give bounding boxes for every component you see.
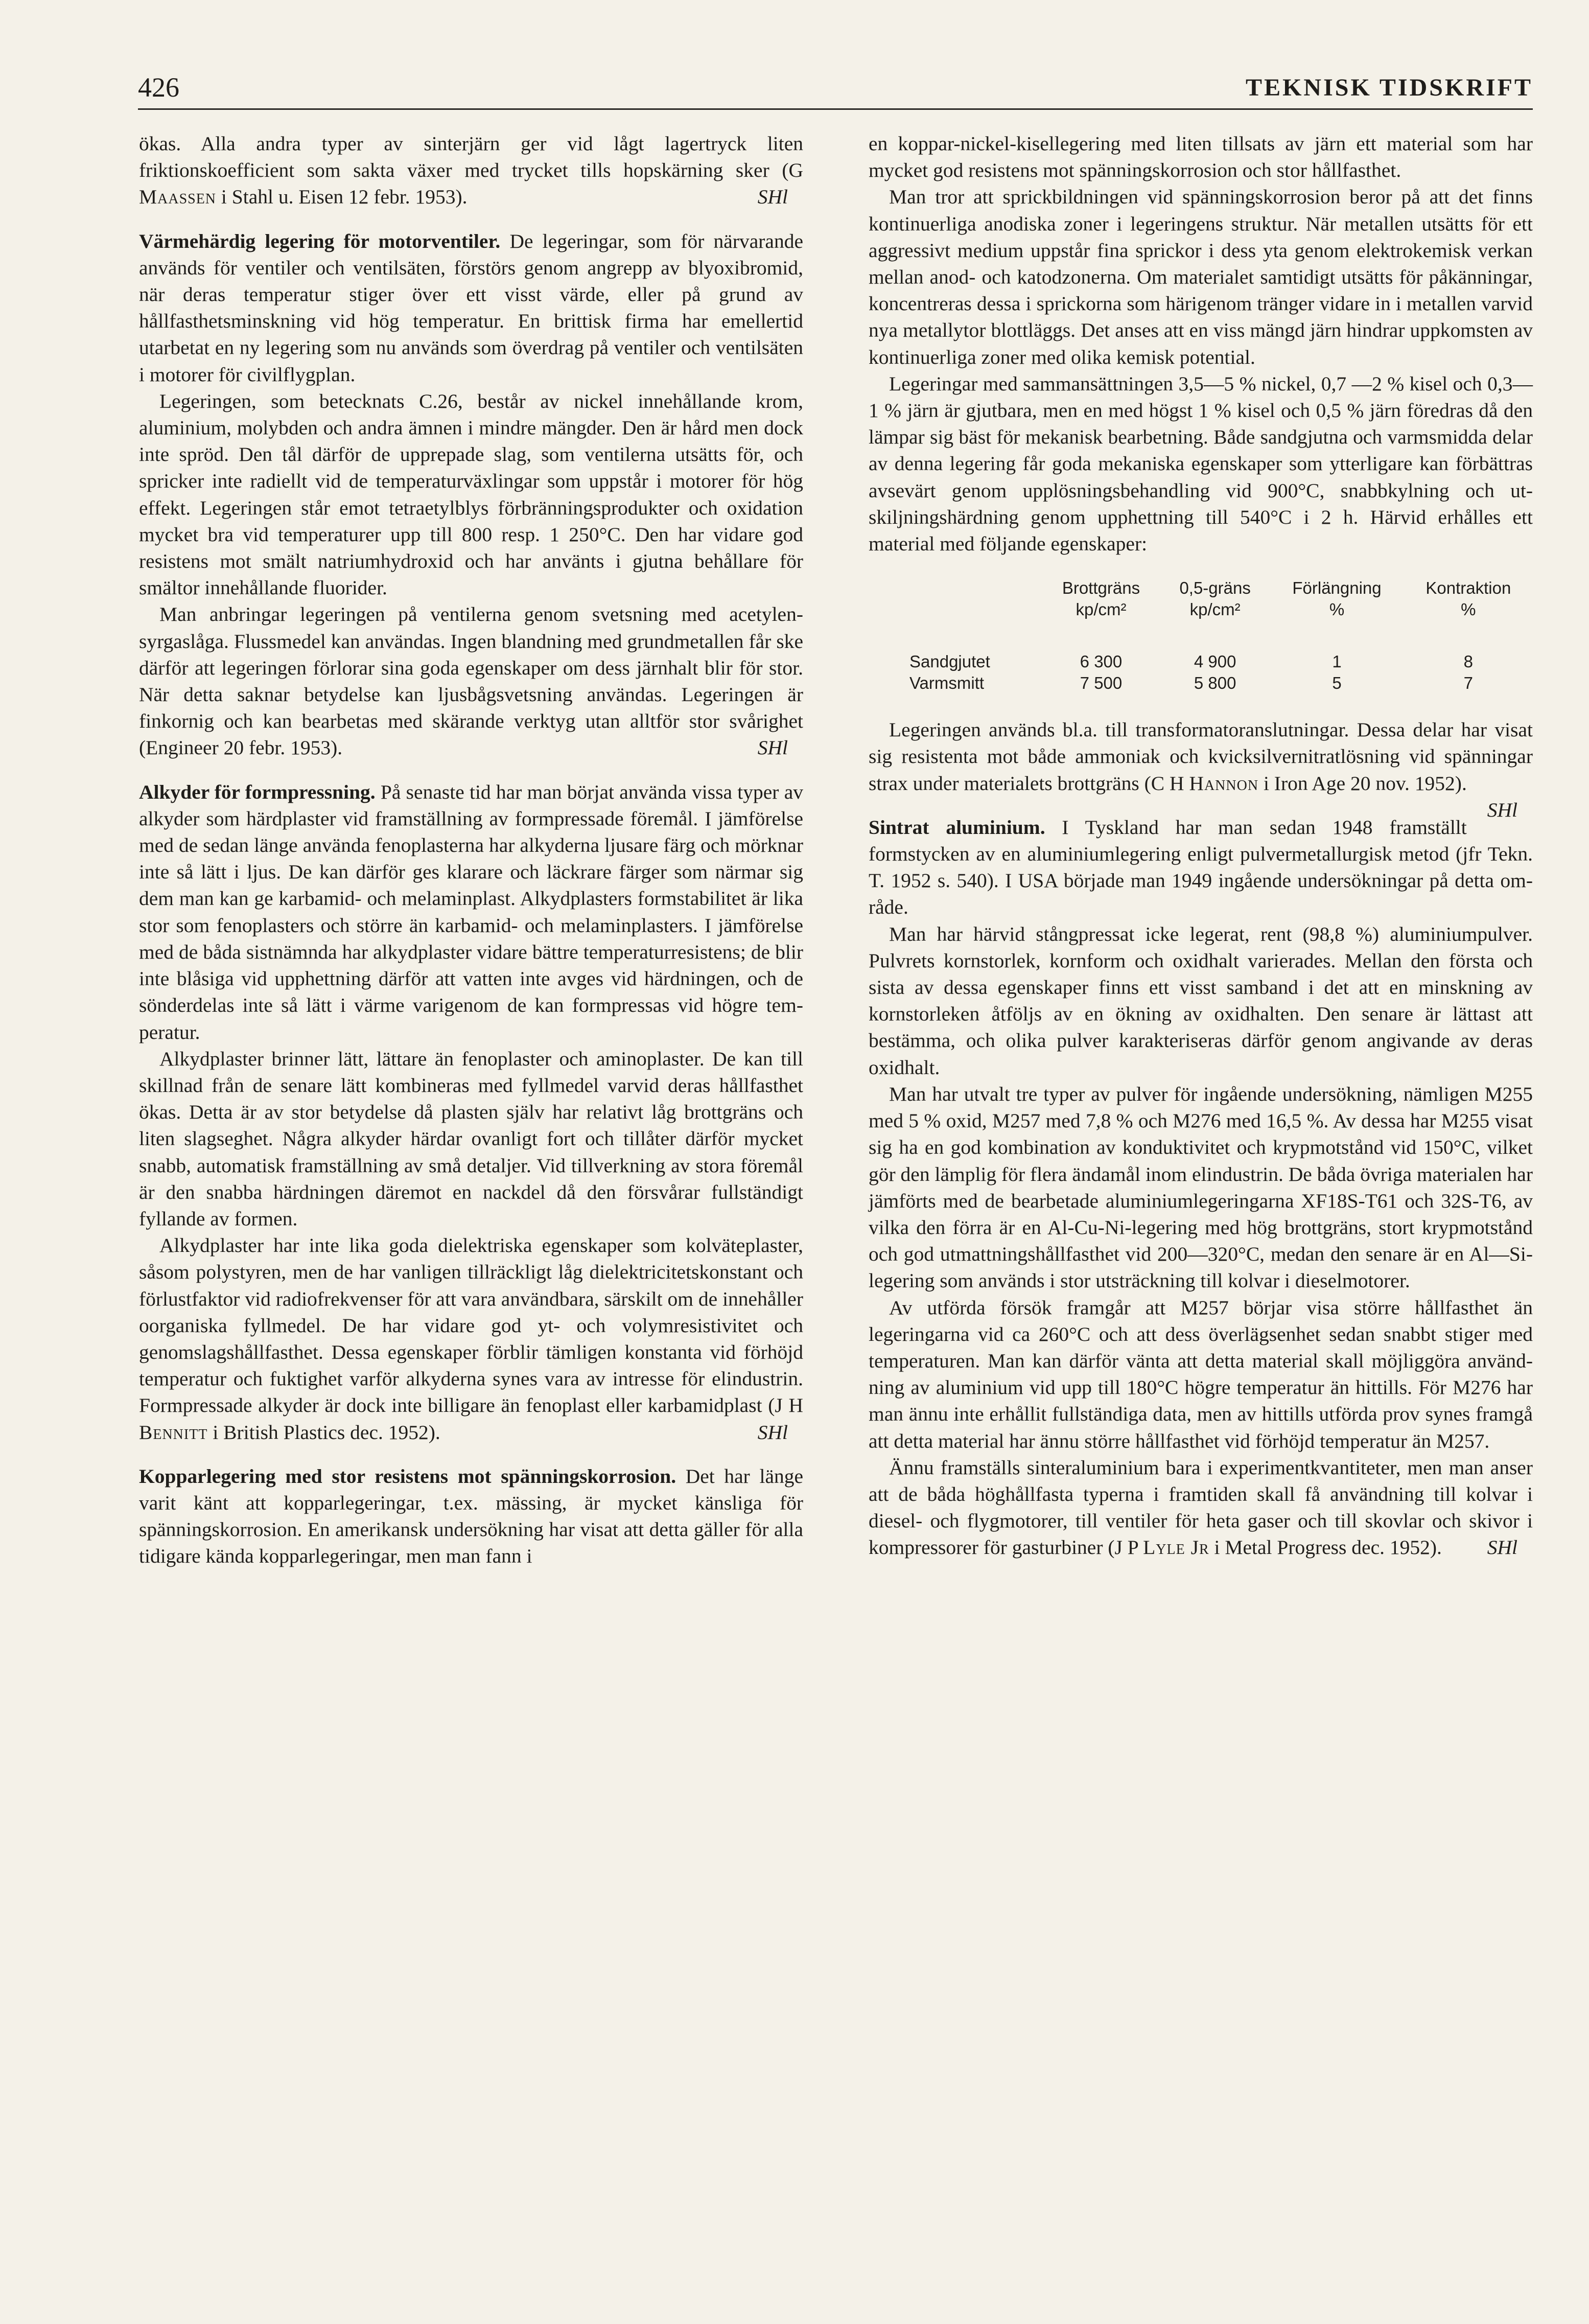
table-cell: 1 bbox=[1332, 652, 1342, 671]
table-header: 0,5-gräns kp/cm² bbox=[1179, 578, 1251, 619]
page-number: 426 bbox=[138, 72, 179, 103]
table-cell: 7 500 bbox=[1080, 673, 1123, 693]
paragraph: en koppar-nickel-kisellegering med liten tillsats av järn ett material som har mycket god resistens mot spänningskorrosion och stor hållfasthet. bbox=[869, 132, 1533, 182]
author-signature: SHl bbox=[1487, 798, 1517, 821]
table-row bbox=[869, 672, 1533, 694]
row-label: Sandgjutet bbox=[909, 652, 990, 671]
properties-table bbox=[869, 577, 1533, 694]
table-cell: 7 bbox=[1463, 673, 1474, 693]
table-header-row bbox=[869, 577, 1533, 620]
table-row bbox=[869, 651, 1533, 672]
paragraph: Man har utvalt tre typer av pulver för ingående undersökning, nämligen M255 med 5 % oxid, M257 med 7,8 % och M276 med 16,5 %. Av dessa har M255 visat sig ha en god kombination av konduktivitet och krypmotstånd vid 150°C, vilket gör den lämplig för flera ändamål inom elindustrin. De båda övriga materialen har jämförts med de bearbetade aluminiumlegeringarna XF18S-T61 och 32S-T6, av vilka den förra är en Al-Cu-Ni-legering med hög brottgräns, stort krypmotstånd och god utmattningshållfasthet vid 200—320°C, medan den senare är en Al—Si-legering som används i stor utsträckning till kolvar i dieselmotorer. bbox=[869, 1082, 1533, 1292]
paragraph: Legeringen, som betecknats C.26, består av nickel innehållande krom, aluminium, molybden och andra ämnen i mindre mängder. Den är hård men dock inte spröd. Den tål därför de upprepade slag, som ventilerna utsätts för, och spricker inte radiellt vid de temperaturväxlingar som uppstår i motorer för hög effekt. Legeringen står emot tetraetylblys förbränningsprodukter och oxidation mycket bra vid temperaturer upp till 800 resp. 1 250°C. Den har vidare god resistens mot smält natriumhydroxid och har använts i gjutna behållare för smältor innehållande fluorider. bbox=[139, 389, 803, 599]
page-header bbox=[138, 66, 1533, 107]
paragraph: Man tror att sprickbildningen vid spänningskorrosion beror på att det finns kontinuerliga anodiska zoner i legeringens struktur. När metallen utsätts för ett aggressivt medium uppstår fina sprickor i dess yta genom elektrokemisk verkan mellan anod- och katodzonerna. Om materialet samtidigt utsätts för påkänningar, koncentreras dessa i sprickorna som härigenom tränger vidare in i metallen varvid nya metallytor blottläggs. Det anses att en viss mängd järn hindrar uppkomsten av kontinuerliga zoner med olika kemisk potential. bbox=[869, 185, 1533, 368]
author-name: Hannon bbox=[1189, 772, 1259, 795]
table-cell: 5 800 bbox=[1194, 673, 1236, 693]
table-cell: 4 900 bbox=[1194, 652, 1236, 671]
article-copper-alloy: Kopparlegering med stor resistens mot spänningskorrosion. Det har länge varit känt att kopparlegeringar, t.ex. mässing, är mycket känsliga för spänningskorrosion. En amerikansk undersökning har visat att detta gäller för alla tidigare kända kopparlegeringar, men man fann i bbox=[139, 1465, 804, 1568]
paragraph: Man har härvid stångpressat icke legerat, rent (98,8 %) aluminiumpulver. Pulvrets kornstorlek, kornform och oxidhalt varierades. Mellan den första och sista av dessa egenskaper finns ett visst samband i det att en minskning av kornstorleken åtföljs av en ökning av oxidhalten. Den senare är lättast att bestämma, och olika pulver karakteriseras därför genom angivande av deras oxidhalt. bbox=[869, 922, 1533, 1079]
paragraph: Alkydplaster brinner lätt, lättare än fenoplaster och aminoplaster. De kan till skillnad från de senare lätt kombineras med fyllmedel varvid deras hållfasthet ökas. Detta är av stor betydelse då plasten själv har relativt låg brottgräns och liten slagseghet. Några alkyder härdar ovanligt fort och tillåter därför mycket snabb, automatisk framställning av små detaljer. Vid tillverkning av stora föremål är den snabba härdningen däremot en nackdel då den försvårar fullständigt fyllande av formen. bbox=[139, 1047, 803, 1230]
paragraph: Ännu framställs sinteraluminium bara i experimentkvantiteter, men man anser att de båda höghållfasta typerna i framtiden skall få användning till kolvar i diesel- och flygmotorer, till ventiler för heta gaser och till skovlar och skivor i kompressorer för gasturbiner (J P Lyle Jr i Metal Progress dec. 1952). SHl bbox=[869, 1454, 1533, 1561]
article-heading: Kopparlegering med stor resistens mot spänningskorrosion. bbox=[139, 1465, 676, 1488]
table-header: Förlängning % bbox=[1292, 578, 1382, 619]
right-column bbox=[869, 130, 1533, 1561]
article-alkyds: Alkyder för formpressning. På senaste tid har man börjat använda vissa typer av alkyder som härdplaster vid framställning av formpressade föremål. I jämförelse med de sedan länge använda fenoplasterna har alkyderna ljusare färg och mörknar inte så lätt i ljus. De kan därför ges klarare och läckrare färger som närmar sig dem man kan ge karbamid- och melaminplast. Alkydplasters formstabilitet är lika stor som fenoplasters och större än karbamid- och melaminplasters. I jämförelse med de båda sistnämnda har alkydplaster vidare bättre temperaturresistens; de blir inte blåsiga vid upphettning därför att vatten inte avges vid härdningen, och de sönderdelas inte så lätt i värme varigenom de kan formpressas vid högre temperatur. bbox=[139, 780, 803, 1043]
author-signature: SHl bbox=[757, 185, 788, 208]
author-name: Lyle Jr bbox=[1143, 1536, 1209, 1559]
author-signature: SHl bbox=[757, 736, 788, 759]
left-column bbox=[139, 130, 803, 1570]
article-continuation: ökas. Alla andra typer av sinterjärn ger vid lågt lagertryck liten friktionskoefficient som sakta växer med trycket tills hopskärning sker (G Maassen i Stahl u. Eisen 12 febr. 1953). SHl bbox=[139, 130, 803, 211]
article-heading: Värmehärdig legering för motorventiler. bbox=[139, 229, 501, 252]
table-cell: 8 bbox=[1463, 652, 1474, 671]
paragraph: Alkydplaster har inte lika goda dielektriska egenskaper som kolväteplaster, såsom polystyren, men de har vanligen tillräckligt låg dielektricitetskonstant och förlustfaktor vid radiofrekvenser för att vara användbara, särskilt om de innehåller oorganiska fyllmedel. De har vidare god yt- och volymresistivitet och genomslagshållfasthet. Dessa egenskaper förblir tämligen konstanta vid förhöjd temperatur och fuktighet varför alkyderna synes vara av intresse för elindustrin. Formpressade alkyder är dock inte billigare än fenoplast eller karbamidplast (J H Bennitt i British Plastics dec. 1952). SHl bbox=[139, 1232, 803, 1446]
header-rule bbox=[138, 108, 1533, 110]
table-header: Brottgräns kp/cm² bbox=[1062, 578, 1140, 619]
row-label: Varmsmitt bbox=[909, 673, 985, 693]
table-cell: 5 bbox=[1332, 673, 1342, 693]
journal-title: TEKNISK TIDSKRIFT bbox=[1246, 74, 1533, 101]
table-header: Kontraktion % bbox=[1426, 578, 1511, 619]
table-cell: 6 300 bbox=[1080, 652, 1123, 671]
paragraph: Legeringen används bl.a. till transformatoranslutningar. Dessa delar har visat sig resistenta mot både ammoniak och kvicksilvernitratlösning vid spänningar strax under materialets brottgräns (C H Hannon i Iron Age 20 nov. 1952). SHl bbox=[869, 716, 1533, 797]
paragraph: Legeringar med sammansättningen 3,5—5 % nickel, 0,7 —2 % kisel och 0,3—1 % järn är gjutbara, men en med högst 1 % kisel och 0,5 % järn föredras då den lämpar sig bäst för mekanisk bearbetning. Både sandgjutna och varmsmidda delar av denna legering får goda mekaniska egenskaper som ytterligare kan förbättras avsevärt genom upplösningsbehandling vid 900°C, snabbkylning och utskiljningshärdning genom upphettning till 540°C i 2 h. Härvid erhålles ett material med följande egenskaper: bbox=[869, 372, 1533, 555]
article-heading: Sintrat aluminium. bbox=[869, 816, 1045, 839]
paragraph: Man anbringar legeringen på ventilerna genom svetsning med acetylen-syrgaslåga. Flussmedel kan användas. Ingen blandning med grundmetallen får ske därför att legeringen förlorar sina goda egenskaper om dess järnhalt blir för stor. När detta saknar betydelse kan ljusbågsvetsning användas. Legeringen är finkornig och kan bearbetas med skärande verktyg utan alltför stor svårighet (Engineer 20 febr. 1953). SHl bbox=[139, 601, 803, 761]
author-name: Bennitt bbox=[139, 1421, 208, 1444]
article-sintered-aluminium: Sintrat aluminium. I Tyskland har man sedan 1948 framställt formstycken av en aluminiumlegering enligt pulvermetallurgisk metod (jfr Tekn. T. 1952 s. 540). I USA började man 1949 ingående undersökningar på detta område. bbox=[869, 816, 1533, 919]
article-valve-alloy: Värmehärdig legering för motorventiler. De legeringar, som för närvarande används för ventiler och ventilsäten, förstörs genom angrepp av blyoxibromid, när deras temperatur stiger över ett visst värde, eller på grund av hållfasthetsminskning vid hög temperatur. En brittisk firma har emellertid utarbetat en ny legering som nu används som överdrag på ventiler och ventilsäten i motorer för civilflygplan. bbox=[139, 229, 803, 386]
author-signature: SHl bbox=[1487, 1536, 1517, 1559]
paragraph: Av utförda försök framgår att M257 börjar visa större hållfasthet än legeringarna vid ca 260°C och att dess överlägsenhet sedan snabbt stiger med temperaturen. Man kan därför vänta att detta material skall möjliggöra användning av aluminium vid upp till 180°C högre temperatur än hittills. För M276 har man ännu inte erhållit fullständiga data, men av hittills utförda prov synes framgå att detta material har ännu större hållfasthet vid förhöjd temperatur än M257. bbox=[869, 1296, 1533, 1452]
author-name: Maassen bbox=[139, 185, 217, 208]
author-signature: SHl bbox=[757, 1421, 788, 1444]
article-heading: Alkyder för formpressning. bbox=[139, 780, 376, 803]
